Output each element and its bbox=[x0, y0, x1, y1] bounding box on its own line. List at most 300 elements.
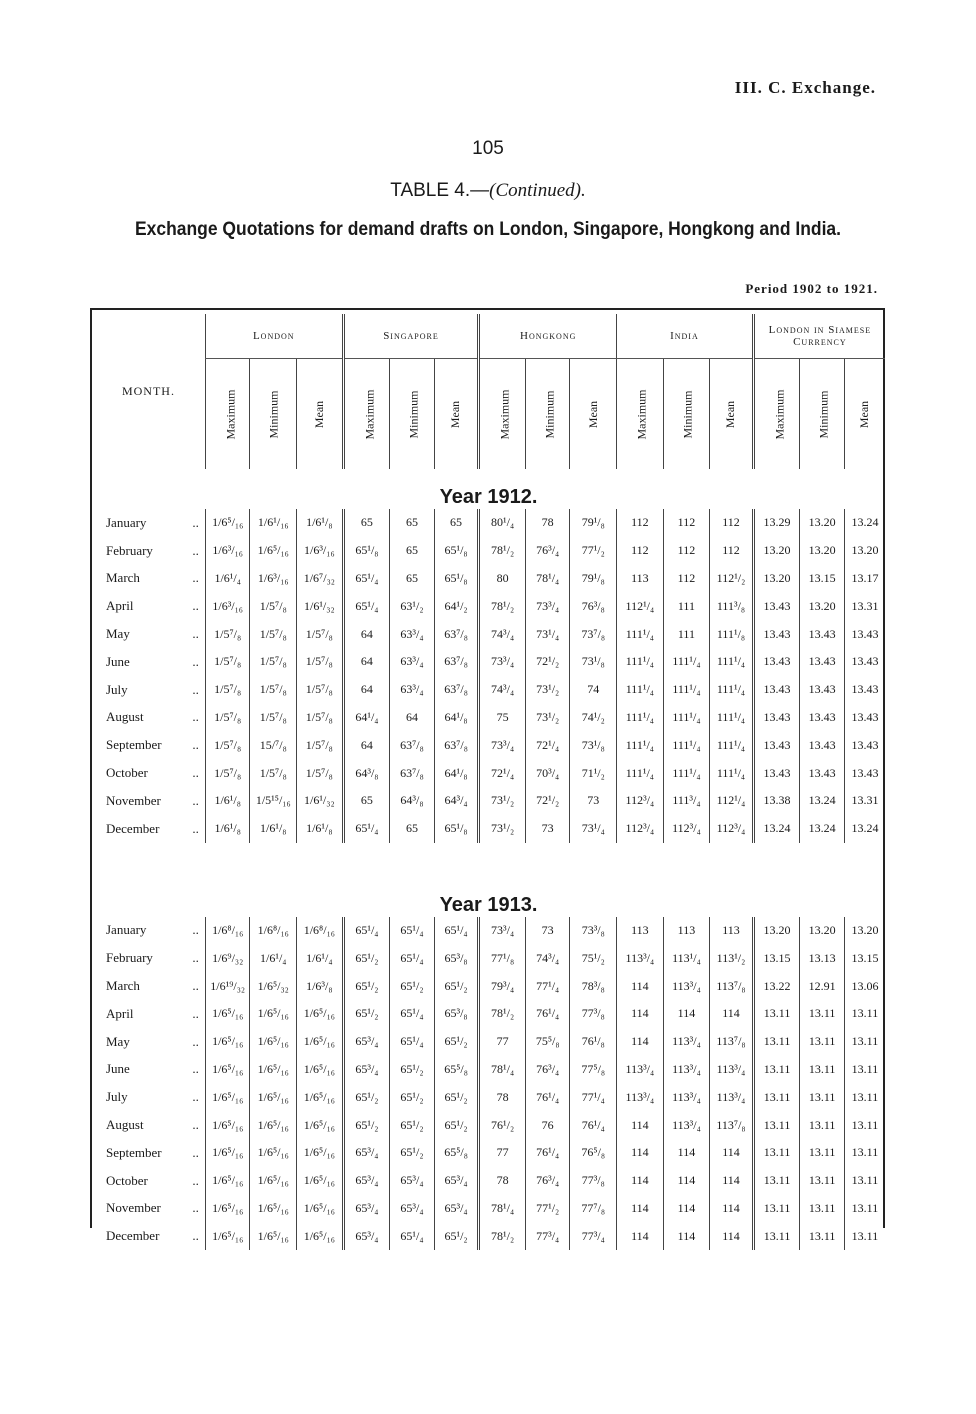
value-cell: 1/5⁷/₈ bbox=[250, 704, 297, 732]
value-cell: 111¹/₄ bbox=[710, 676, 754, 704]
value-cell: 13.11 bbox=[800, 1056, 845, 1084]
month-cell bbox=[92, 731, 205, 759]
value-cell: 78¹/₂ bbox=[479, 1222, 526, 1250]
value-cell: 63⁷/₈ bbox=[390, 731, 435, 759]
month-label: June bbox=[106, 1061, 130, 1077]
value-cell: 13.11 bbox=[753, 1139, 800, 1167]
value-cell: 78 bbox=[525, 509, 570, 537]
column-header-label: Maximum bbox=[634, 389, 649, 439]
table-row bbox=[92, 648, 885, 676]
column-header-label: Mean bbox=[723, 400, 738, 428]
value-cell: 114 bbox=[617, 1167, 664, 1195]
year-heading: Year 1913. bbox=[439, 893, 538, 916]
value-cell: 13.11 bbox=[844, 1222, 885, 1250]
month-cell bbox=[92, 1000, 205, 1028]
value-cell: 1/6¹/₈ bbox=[250, 815, 297, 843]
month-cell bbox=[92, 815, 205, 843]
value-cell: 65³/₄ bbox=[343, 1139, 390, 1167]
value-cell: 15/⁷/₈ bbox=[250, 731, 297, 759]
value-cell: 1/6⁵/₁₆ bbox=[250, 1195, 297, 1223]
month-cell bbox=[92, 648, 205, 676]
value-cell: 1/6¹/₈ bbox=[205, 815, 250, 843]
value-cell: 13.11 bbox=[844, 1083, 885, 1111]
value-cell: 73³/₄ bbox=[479, 648, 526, 676]
value-cell: 73³/₈ bbox=[570, 917, 617, 945]
column-header-label: Maximum bbox=[362, 389, 377, 439]
month-label: November bbox=[106, 792, 161, 808]
value-cell: 111¹/₈ bbox=[710, 620, 754, 648]
month-label: March bbox=[106, 978, 140, 994]
column-header-mean bbox=[297, 359, 344, 470]
value-cell: 111¹/₄ bbox=[663, 704, 710, 732]
year-heading-row bbox=[92, 469, 885, 509]
spacer-row bbox=[92, 843, 885, 877]
month-label: March bbox=[106, 570, 140, 586]
value-cell: 1/6⁵/₁₆ bbox=[250, 1056, 297, 1084]
value-cell: 112³/₄ bbox=[710, 815, 754, 843]
value-cell: 77¹/₂ bbox=[570, 537, 617, 565]
value-cell: 113³/₄ bbox=[663, 1056, 710, 1084]
value-cell: 113 bbox=[617, 565, 664, 593]
value-cell: 13.11 bbox=[753, 1028, 800, 1056]
value-cell: 13.11 bbox=[844, 1000, 885, 1028]
value-cell: 63¹/₂ bbox=[390, 592, 435, 620]
value-cell: 13.43 bbox=[844, 704, 885, 732]
value-cell: 64 bbox=[343, 731, 390, 759]
value-cell: 13.11 bbox=[800, 1195, 845, 1223]
value-cell: 13.20 bbox=[753, 537, 800, 565]
leader-dots: .. bbox=[192, 1172, 199, 1188]
value-cell: 13.43 bbox=[844, 620, 885, 648]
value-cell: 13.38 bbox=[753, 787, 800, 815]
table-row bbox=[92, 731, 885, 759]
value-cell: 114 bbox=[710, 1222, 754, 1250]
value-cell: 65¹/₈ bbox=[434, 537, 479, 565]
value-cell: 1/6¹/₈ bbox=[297, 815, 344, 843]
value-cell: 111¹/₄ bbox=[663, 731, 710, 759]
value-cell: 113³/₄ bbox=[663, 1083, 710, 1111]
value-cell: 76¹/₂ bbox=[479, 1111, 526, 1139]
value-cell: 13.20 bbox=[800, 917, 845, 945]
value-cell: 74³/₄ bbox=[479, 676, 526, 704]
value-cell: 111¹/₄ bbox=[710, 759, 754, 787]
value-cell: 65¹/₈ bbox=[343, 537, 390, 565]
value-cell: 13.43 bbox=[753, 731, 800, 759]
leader-dots: .. bbox=[192, 922, 199, 938]
value-cell: 1/5⁷/₈ bbox=[250, 759, 297, 787]
column-header-label: Mean bbox=[585, 400, 600, 428]
value-cell: 1/6³/₈ bbox=[297, 972, 344, 1000]
month-cell bbox=[92, 509, 205, 537]
month-cell bbox=[92, 1056, 205, 1084]
value-cell: 77¹/₄ bbox=[570, 1083, 617, 1111]
value-cell: 1/6⁵/₁₆ bbox=[250, 1000, 297, 1028]
value-cell: 64³/₈ bbox=[390, 787, 435, 815]
table-row bbox=[92, 972, 885, 1000]
sub-header-row bbox=[92, 359, 885, 470]
value-cell: 64³/₈ bbox=[343, 759, 390, 787]
month-label: September bbox=[106, 1144, 162, 1160]
value-cell: 13.11 bbox=[800, 1000, 845, 1028]
value-cell: 111¹/₄ bbox=[617, 676, 664, 704]
value-cell: 73 bbox=[525, 815, 570, 843]
value-cell: 65¹/₂ bbox=[434, 1111, 479, 1139]
value-cell: 13.11 bbox=[753, 1056, 800, 1084]
column-header-label: Minimum bbox=[406, 389, 421, 439]
column-header-mean bbox=[570, 359, 617, 470]
table-body bbox=[92, 469, 885, 1250]
value-cell: 65¹/₈ bbox=[434, 815, 479, 843]
value-cell: 13.43 bbox=[800, 676, 845, 704]
value-cell: 13.43 bbox=[800, 704, 845, 732]
value-cell: 114 bbox=[710, 1000, 754, 1028]
value-cell: 112 bbox=[710, 509, 754, 537]
value-cell: 13.11 bbox=[844, 1167, 885, 1195]
month-label: July bbox=[106, 1089, 128, 1105]
value-cell: 113⁷/₈ bbox=[710, 1028, 754, 1056]
month-label: August bbox=[106, 709, 144, 725]
value-cell: 13.24 bbox=[753, 815, 800, 843]
leader-dots: .. bbox=[192, 1089, 199, 1105]
group-header-london-siamese: London in Siamese Currency bbox=[753, 314, 885, 359]
value-cell: 76³/₄ bbox=[525, 1167, 570, 1195]
leader-dots: .. bbox=[192, 765, 199, 781]
value-cell: 111¹/₄ bbox=[710, 704, 754, 732]
value-cell: 64¹/₄ bbox=[343, 704, 390, 732]
value-cell: 72¹/₄ bbox=[525, 731, 570, 759]
value-cell: 1/6¹/₃₂ bbox=[297, 787, 344, 815]
value-cell: 1/6¹/₈ bbox=[205, 787, 250, 815]
value-cell: 13.15 bbox=[800, 565, 845, 593]
value-cell: 65¹/₂ bbox=[390, 1083, 435, 1111]
value-cell: 1/6¹/₄ bbox=[250, 944, 297, 972]
table-row bbox=[92, 944, 885, 972]
value-cell: 1/6⁵/₁₆ bbox=[297, 1167, 344, 1195]
value-cell: 74 bbox=[570, 676, 617, 704]
value-cell: 114 bbox=[617, 1222, 664, 1250]
value-cell: 64¹/₈ bbox=[434, 759, 479, 787]
value-cell: 113³/₄ bbox=[617, 944, 664, 972]
value-cell: 76³/₄ bbox=[525, 1056, 570, 1084]
value-cell: 13.11 bbox=[753, 1195, 800, 1223]
value-cell: 13.24 bbox=[844, 509, 885, 537]
value-cell: 13.43 bbox=[753, 759, 800, 787]
value-cell: 1/5⁷/₈ bbox=[205, 648, 250, 676]
value-cell: 114 bbox=[617, 1139, 664, 1167]
value-cell: 1/6⁸/₁₆ bbox=[297, 917, 344, 945]
month-cell bbox=[92, 537, 205, 565]
value-cell: 111¹/₄ bbox=[617, 648, 664, 676]
table-row bbox=[92, 620, 885, 648]
group-header-singapore: Singapore bbox=[343, 314, 479, 359]
value-cell: 13.11 bbox=[800, 1139, 845, 1167]
value-cell: 73¹/₈ bbox=[570, 648, 617, 676]
value-cell: 13.11 bbox=[844, 1139, 885, 1167]
value-cell: 111³/₈ bbox=[710, 592, 754, 620]
value-cell: 1/5⁷/₈ bbox=[250, 648, 297, 676]
value-cell: 78¹/₄ bbox=[479, 1056, 526, 1084]
value-cell: 114 bbox=[710, 1139, 754, 1167]
value-cell: 65 bbox=[434, 509, 479, 537]
column-header-label: Minimum bbox=[816, 389, 831, 439]
value-cell: 74¹/₂ bbox=[570, 704, 617, 732]
value-cell: 13.11 bbox=[753, 1167, 800, 1195]
table-row bbox=[92, 815, 885, 843]
table-label-continued: (Continued). bbox=[489, 180, 586, 201]
value-cell: 1/6⁵/₁₆ bbox=[297, 1195, 344, 1223]
value-cell: 1/6⁵/₁₆ bbox=[205, 1167, 250, 1195]
value-cell: 111 bbox=[663, 620, 710, 648]
value-cell: 73¹/₄ bbox=[525, 620, 570, 648]
value-cell: 65¹/₂ bbox=[343, 1000, 390, 1028]
value-cell: 73³/₄ bbox=[525, 592, 570, 620]
column-header-mean bbox=[844, 359, 885, 470]
value-cell: 65³/₄ bbox=[343, 1056, 390, 1084]
value-cell: 64¹/₈ bbox=[434, 704, 479, 732]
value-cell: 1/6⁵/₁₆ bbox=[297, 1222, 344, 1250]
value-cell: 13.24 bbox=[844, 815, 885, 843]
table-row bbox=[92, 787, 885, 815]
value-cell: 65³/₄ bbox=[343, 1028, 390, 1056]
value-cell: 114 bbox=[617, 1028, 664, 1056]
section-heading: III. C. Exchange. bbox=[734, 78, 876, 97]
table-row bbox=[92, 1083, 885, 1111]
page-number: 105 bbox=[472, 138, 504, 159]
value-cell: 13.20 bbox=[800, 592, 845, 620]
year-heading: Year 1912. bbox=[439, 486, 538, 508]
value-cell: 73¹/₂ bbox=[525, 676, 570, 704]
value-cell: 76¹/₈ bbox=[570, 1028, 617, 1056]
value-cell: 1/6¹/₄ bbox=[297, 944, 344, 972]
value-cell: 13.11 bbox=[800, 1083, 845, 1111]
leader-dots: .. bbox=[192, 1061, 199, 1077]
value-cell: 71¹/₂ bbox=[570, 759, 617, 787]
column-header-label: Maximum bbox=[223, 389, 238, 439]
value-cell: 76 bbox=[525, 1111, 570, 1139]
value-cell: 1/5⁷/₈ bbox=[205, 620, 250, 648]
value-cell: 1/6⁵/₁₆ bbox=[205, 1000, 250, 1028]
leader-dots: .. bbox=[192, 950, 199, 966]
value-cell: 77 bbox=[479, 1028, 526, 1056]
value-cell: 76¹/₄ bbox=[525, 1083, 570, 1111]
value-cell: 80¹/₄ bbox=[479, 509, 526, 537]
value-cell: 1/6⁵/₁₆ bbox=[205, 1139, 250, 1167]
value-cell: 65¹/₂ bbox=[343, 944, 390, 972]
value-cell: 1/6⁵/₁₆ bbox=[250, 1139, 297, 1167]
value-cell: 112 bbox=[710, 537, 754, 565]
table-row bbox=[92, 1222, 885, 1250]
value-cell: 78³/₈ bbox=[570, 972, 617, 1000]
value-cell: 73¹/₂ bbox=[479, 815, 526, 843]
value-cell: 112¹/₂ bbox=[710, 565, 754, 593]
value-cell: 13.11 bbox=[753, 1000, 800, 1028]
value-cell: 114 bbox=[663, 1167, 710, 1195]
value-cell: 113³/₄ bbox=[663, 972, 710, 1000]
column-header-label: Maximum bbox=[497, 389, 512, 439]
value-cell: 1/5⁷/₈ bbox=[205, 759, 250, 787]
month-cell bbox=[92, 944, 205, 972]
value-cell: 73 bbox=[570, 787, 617, 815]
value-cell: 65¹/₄ bbox=[390, 1000, 435, 1028]
month-cell bbox=[92, 592, 205, 620]
value-cell: 13.20 bbox=[844, 917, 885, 945]
value-cell: 112 bbox=[663, 565, 710, 593]
value-cell: 79³/₄ bbox=[479, 972, 526, 1000]
column-header-label: Mean bbox=[311, 400, 326, 428]
value-cell: 65³/₄ bbox=[434, 1195, 479, 1223]
value-cell: 65¹/₂ bbox=[434, 1028, 479, 1056]
value-cell: 1/5⁷/₈ bbox=[297, 620, 344, 648]
month-label: January bbox=[106, 922, 147, 938]
value-cell: 65¹/₂ bbox=[343, 972, 390, 1000]
value-cell: 113⁷/₈ bbox=[710, 972, 754, 1000]
value-cell: 113³/₄ bbox=[710, 1056, 754, 1084]
value-cell: 65¹/₂ bbox=[343, 1083, 390, 1111]
month-cell bbox=[92, 1222, 205, 1250]
value-cell: 1/5⁷/₈ bbox=[297, 731, 344, 759]
value-cell: 1/5¹⁵/₁₆ bbox=[250, 787, 297, 815]
value-cell: 114 bbox=[663, 1195, 710, 1223]
value-cell: 1/6³/₁₆ bbox=[205, 537, 250, 565]
column-header-minimum bbox=[390, 359, 435, 470]
value-cell: 65 bbox=[390, 815, 435, 843]
value-cell: 76³/₈ bbox=[570, 592, 617, 620]
column-header-label: Maximum bbox=[772, 389, 787, 439]
value-cell: 73¹/₄ bbox=[570, 815, 617, 843]
leader-dots: .. bbox=[192, 709, 199, 725]
value-cell: 78 bbox=[479, 1167, 526, 1195]
month-label: December bbox=[106, 820, 160, 836]
value-cell: 77⁷/₈ bbox=[570, 1195, 617, 1223]
value-cell: 1/6⁷/₃₂ bbox=[297, 565, 344, 593]
value-cell: 64 bbox=[343, 676, 390, 704]
value-cell: 13.20 bbox=[800, 537, 845, 565]
month-cell bbox=[92, 1195, 205, 1223]
value-cell: 114 bbox=[663, 1139, 710, 1167]
value-cell: 13.43 bbox=[753, 676, 800, 704]
leader-dots: .. bbox=[192, 1200, 199, 1216]
value-cell: 114 bbox=[710, 1167, 754, 1195]
value-cell: 13.17 bbox=[844, 565, 885, 593]
value-cell: 114 bbox=[663, 1222, 710, 1250]
value-cell: 76³/₄ bbox=[525, 537, 570, 565]
value-cell: 1/6⁵/₁₆ bbox=[205, 1083, 250, 1111]
value-cell: 13.43 bbox=[753, 648, 800, 676]
value-cell: 13.11 bbox=[753, 1222, 800, 1250]
value-cell: 64³/₄ bbox=[434, 787, 479, 815]
month-cell bbox=[92, 620, 205, 648]
value-cell: 1/6⁵/₁₆ bbox=[205, 1056, 250, 1084]
value-cell: 65 bbox=[390, 537, 435, 565]
value-cell: 73¹/₈ bbox=[570, 731, 617, 759]
exchange-table bbox=[92, 314, 885, 1250]
value-cell: 112³/₄ bbox=[663, 815, 710, 843]
month-cell bbox=[92, 1028, 205, 1056]
column-header-maximum bbox=[343, 359, 390, 470]
value-cell: 13.20 bbox=[844, 537, 885, 565]
year-heading-row bbox=[92, 877, 885, 917]
value-cell: 13.11 bbox=[753, 1083, 800, 1111]
table-row bbox=[92, 537, 885, 565]
value-cell: 13.11 bbox=[844, 1111, 885, 1139]
value-cell: 1/6⁵/₁₆ bbox=[205, 1195, 250, 1223]
value-cell: 1/6⁵/₁₆ bbox=[205, 1222, 250, 1250]
value-cell: 12.91 bbox=[800, 972, 845, 1000]
value-cell: 13.11 bbox=[800, 1111, 845, 1139]
value-cell: 65 bbox=[390, 509, 435, 537]
value-cell: 65¹/₈ bbox=[434, 565, 479, 593]
value-cell: 77¹/₂ bbox=[525, 1195, 570, 1223]
leader-dots: .. bbox=[192, 1033, 199, 1049]
value-cell: 13.06 bbox=[844, 972, 885, 1000]
value-cell: 74³/₄ bbox=[525, 944, 570, 972]
value-cell: 1/6⁵/₁₆ bbox=[297, 1083, 344, 1111]
value-cell: 114 bbox=[617, 1000, 664, 1028]
value-cell: 75¹/₂ bbox=[570, 944, 617, 972]
value-cell: 73¹/₂ bbox=[525, 704, 570, 732]
value-cell: 1/6⁵/₁₆ bbox=[297, 1139, 344, 1167]
value-cell: 13.11 bbox=[844, 1195, 885, 1223]
value-cell: 13.43 bbox=[800, 648, 845, 676]
value-cell: 78¹/₄ bbox=[525, 565, 570, 593]
month-label: August bbox=[106, 1117, 144, 1133]
value-cell: 65¹/₄ bbox=[390, 1222, 435, 1250]
value-cell: 65³/₄ bbox=[343, 1167, 390, 1195]
value-cell: 13.11 bbox=[844, 1028, 885, 1056]
value-cell: 1/6⁵/₁₆ bbox=[250, 537, 297, 565]
value-cell: 13.31 bbox=[844, 592, 885, 620]
value-cell: 112 bbox=[617, 537, 664, 565]
value-cell: 65¹/₄ bbox=[434, 917, 479, 945]
value-cell: 113³/₄ bbox=[617, 1083, 664, 1111]
month-cell bbox=[92, 1139, 205, 1167]
leader-dots: .. bbox=[192, 626, 199, 642]
value-cell: 77 bbox=[479, 1139, 526, 1167]
month-cell bbox=[92, 917, 205, 945]
value-cell: 65 bbox=[343, 509, 390, 537]
leader-dots: .. bbox=[192, 681, 199, 697]
value-cell: 112 bbox=[663, 509, 710, 537]
value-cell: 75⁵/₈ bbox=[525, 1028, 570, 1056]
value-cell: 78¹/₂ bbox=[479, 1000, 526, 1028]
value-cell: 63⁷/₈ bbox=[434, 648, 479, 676]
value-cell: 113¹/₂ bbox=[710, 944, 754, 972]
value-cell: 65⁵/₈ bbox=[434, 1056, 479, 1084]
month-label: January bbox=[106, 514, 147, 530]
column-header-label: Minimum bbox=[542, 389, 557, 439]
value-cell: 111¹/₄ bbox=[617, 620, 664, 648]
value-cell: 13.22 bbox=[753, 972, 800, 1000]
value-cell: 111¹/₄ bbox=[663, 759, 710, 787]
table-row bbox=[92, 676, 885, 704]
value-cell: 13.13 bbox=[800, 944, 845, 972]
table-row bbox=[92, 917, 885, 945]
value-cell: 13.43 bbox=[844, 648, 885, 676]
value-cell: 111³/₄ bbox=[663, 787, 710, 815]
value-cell: 1/5⁷/₈ bbox=[250, 620, 297, 648]
value-cell: 1/6⁵/₃₂ bbox=[250, 972, 297, 1000]
value-cell: 63³/₄ bbox=[390, 648, 435, 676]
value-cell: 65¹/₄ bbox=[343, 815, 390, 843]
value-cell: 111¹/₄ bbox=[663, 676, 710, 704]
month-cell bbox=[92, 565, 205, 593]
value-cell: 1/6⁸/₁₆ bbox=[205, 917, 250, 945]
month-cell bbox=[92, 759, 205, 787]
month-label: May bbox=[106, 626, 130, 642]
value-cell: 1/6¹⁹/₃₂ bbox=[205, 972, 250, 1000]
value-cell: 64¹/₂ bbox=[434, 592, 479, 620]
value-cell: 112 bbox=[617, 509, 664, 537]
